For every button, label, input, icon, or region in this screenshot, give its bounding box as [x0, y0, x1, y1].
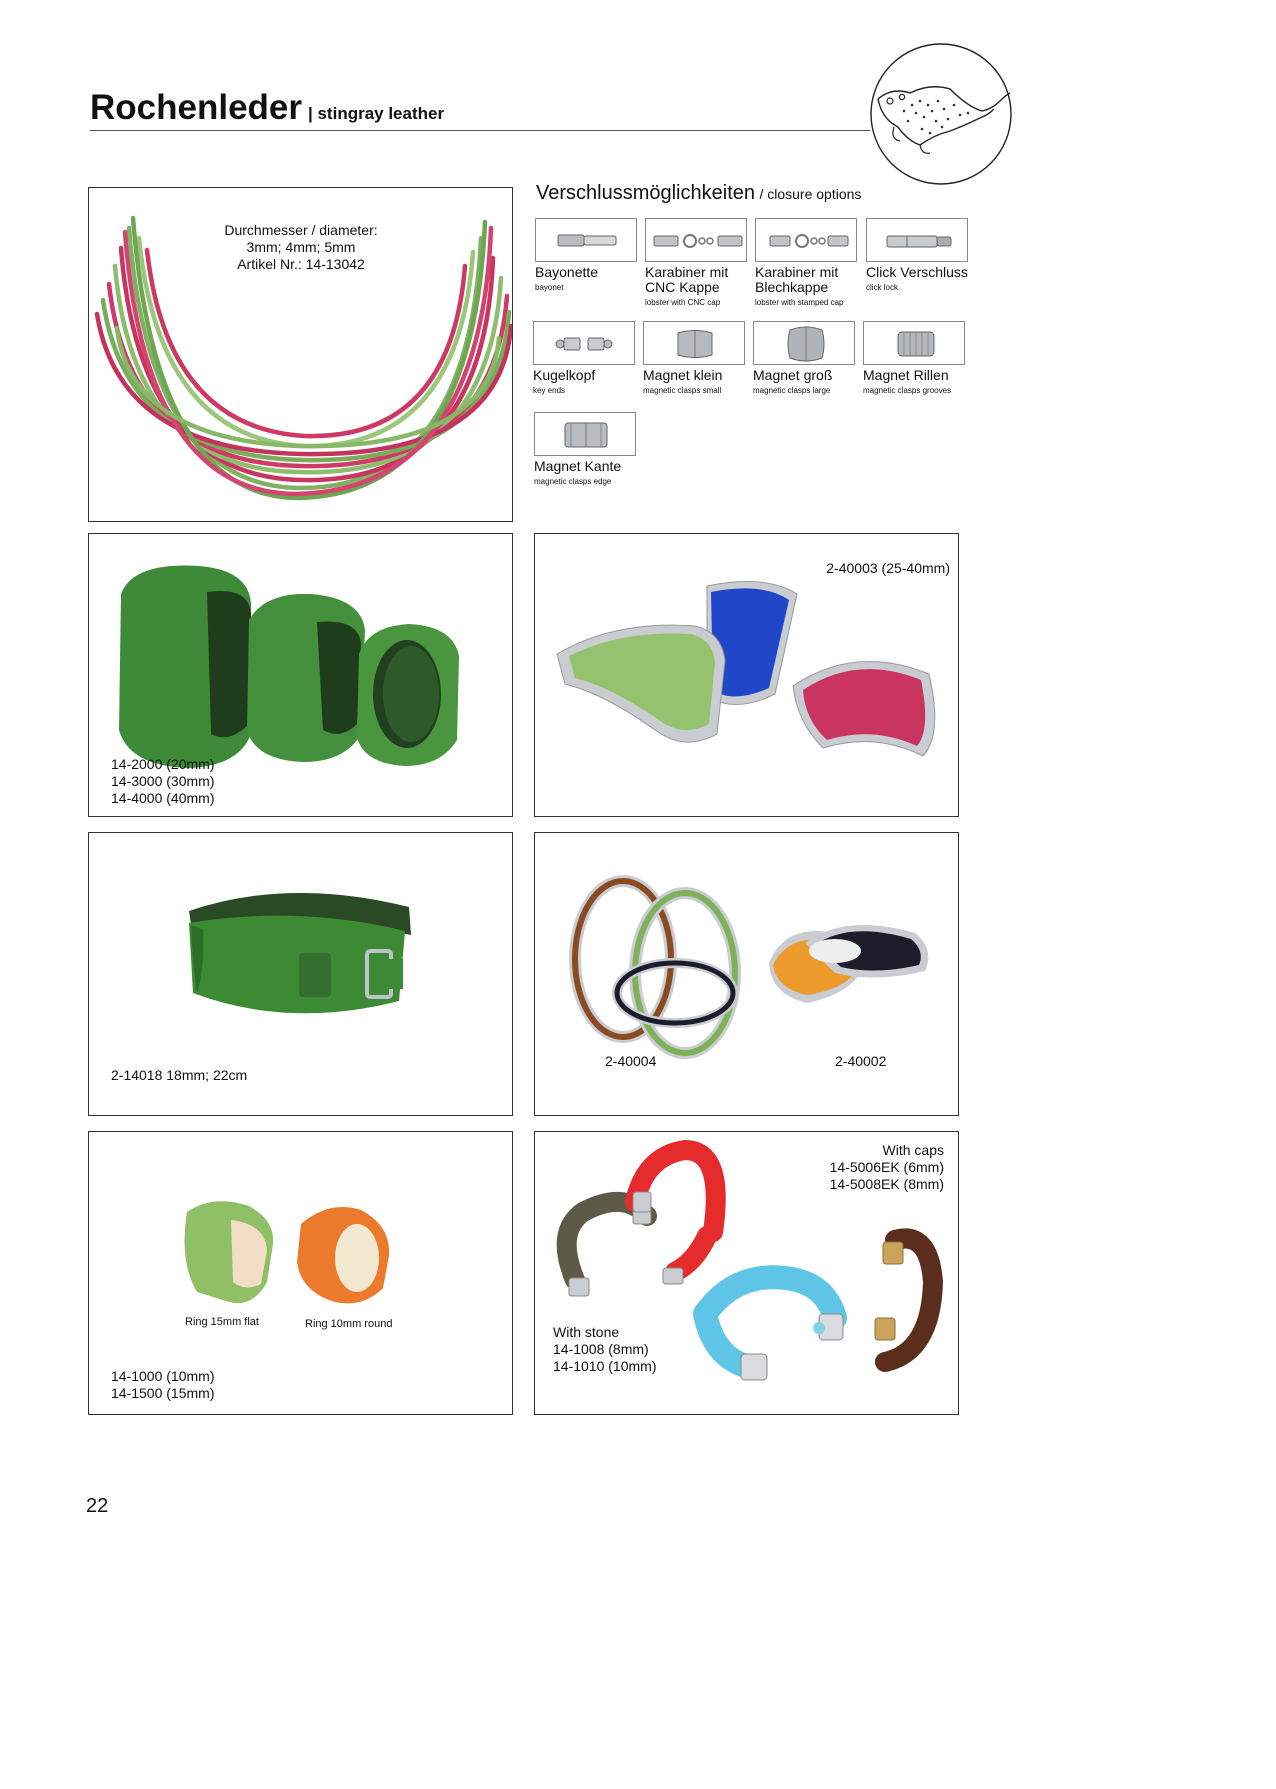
- clasp-lobster-cnc: [645, 218, 747, 308]
- cord-diameter-values: 3mm; 4mm; 5mm: [246, 239, 356, 255]
- clasp-magnet-large-name: Magnet groß: [753, 367, 833, 383]
- clasp-magnet-edge-image: [534, 412, 636, 456]
- strap-panel: [88, 832, 513, 1116]
- wide-cuffs-article-list: [111, 756, 215, 807]
- clasp-magnet-grooves: [863, 321, 965, 396]
- clasp-lobster-stamped-image: [755, 218, 857, 262]
- clasp-lobster-cnc-image: [645, 218, 747, 262]
- cord-specs: [201, 222, 401, 273]
- clasp-lobster-stamped: [755, 218, 857, 308]
- clasp-magnet-small-image: [643, 321, 745, 365]
- clasp-bayonette-image: [535, 218, 637, 262]
- clasp-key-ends-name: Kugelkopf: [533, 367, 596, 383]
- clasp-lobster-cnc-name: Karabiner mit CNC Kappe: [645, 264, 729, 295]
- clasp-bayonette-name: Bayonette: [535, 264, 599, 280]
- caps-8mm: 14-5008EK (8mm): [829, 1176, 944, 1192]
- clasp-lobster-stamped-name: Karabiner mit Blechkappe: [755, 264, 839, 295]
- thin-cuff-left-article: 2-40004: [605, 1053, 657, 1069]
- stone-title: With stone: [553, 1324, 620, 1340]
- magnet-clasp-icon: [754, 322, 856, 366]
- lobster-clasp-icon: [756, 219, 858, 263]
- clasp-bayonette: [535, 218, 637, 293]
- bayonet-clasp-icon: [536, 219, 638, 263]
- wide-cuffs-panel: [88, 533, 513, 817]
- wide-cuff-30mm: 14-3000 (30mm): [111, 773, 215, 789]
- grooved-magnet-icon: [864, 322, 966, 366]
- metal-cuffs-panel: [534, 533, 959, 817]
- ring-flat-caption: Ring 15mm flat: [185, 1316, 259, 1328]
- lobster-clasp-icon: [646, 219, 748, 263]
- clasp-click-lock-name: Click Verschluss: [866, 264, 968, 280]
- clasp-magnet-small-en: magnetic clasps small: [643, 386, 722, 395]
- closure-heading-de: Verschlussmöglichkeiten: [536, 182, 755, 204]
- stingray-emblem-icon: [864, 43, 1018, 186]
- title-underline: [90, 130, 870, 131]
- clasp-click-lock-image: [866, 218, 968, 262]
- title-subtitle: | stingray leather: [308, 104, 445, 123]
- clasp-magnet-large-en: magnetic clasps large: [753, 386, 831, 395]
- edged-magnet-icon: [535, 413, 637, 457]
- page-title: [90, 88, 444, 128]
- clasp-lobster-stamped-en: lobster with stamped cap: [755, 298, 844, 307]
- clasp-magnet-grooves-en: magnetic clasps grooves: [863, 386, 952, 395]
- clasp-magnet-edge-name: Magnet Kante: [534, 458, 622, 474]
- clasp-key-ends-image: [533, 321, 635, 365]
- key-ends-icon: [534, 322, 636, 366]
- clasp-key-ends: [533, 321, 635, 396]
- stone-8mm: 14-1008 (8mm): [553, 1341, 649, 1357]
- metal-cuffs-article-number: 2-40003 (25-40mm): [826, 560, 950, 576]
- closure-options-heading: [536, 182, 861, 205]
- thin-metal-cuffs-image: [535, 833, 959, 1116]
- clasp-click-lock-en: click lock: [866, 283, 899, 292]
- strap-article-number: 2-14018 18mm; 22cm: [111, 1067, 248, 1083]
- click-lock-icon: [867, 219, 969, 263]
- clasp-bayonette-en: bayonet: [535, 283, 564, 292]
- page-number: 22: [86, 1495, 109, 1517]
- wide-cuff-20mm: 14-2000 (20mm): [111, 756, 215, 772]
- round-bangles-panel: [534, 1131, 959, 1415]
- ring-15mm: 14-1500 (15mm): [111, 1385, 215, 1401]
- magnet-clasp-icon: [644, 322, 746, 366]
- cord-diameter-label: Durchmesser / diameter:: [224, 222, 378, 238]
- closure-heading-en: / closure options: [759, 186, 862, 202]
- cord-article-number: Artikel Nr.: 14-13042: [237, 256, 365, 272]
- ring-round-caption: Ring 10mm round: [305, 1318, 393, 1330]
- cord-product-panel: [88, 187, 513, 522]
- title-main: Rochenleder: [90, 88, 302, 127]
- rings-article-list: [111, 1368, 215, 1402]
- bangles-with-caps: [830, 1142, 944, 1193]
- caps-6mm: 14-5006EK (6mm): [829, 1159, 944, 1175]
- ring-10mm: 14-1000 (10mm): [111, 1368, 215, 1384]
- rings-panel: [88, 1131, 513, 1415]
- clasp-lobster-cnc-en: lobster with CNC cap: [645, 298, 721, 307]
- stone-10mm: 14-1010 (10mm): [553, 1358, 657, 1374]
- clasp-magnet-grooves-name: Magnet Rillen: [863, 367, 949, 383]
- clasp-key-ends-en: key ends: [533, 386, 566, 395]
- clasp-magnet-small: [643, 321, 745, 396]
- clasp-magnet-large-image: [753, 321, 855, 365]
- thin-cuffs-panel: [534, 832, 959, 1116]
- clasp-magnet-small-name: Magnet klein: [643, 367, 723, 383]
- clasp-click-lock: [866, 218, 968, 293]
- caps-title: With caps: [882, 1142, 944, 1158]
- bangles-with-stone: [553, 1324, 657, 1375]
- clasp-magnet-grooves-image: [863, 321, 965, 365]
- wide-cuff-40mm: 14-4000 (40mm): [111, 790, 215, 806]
- thin-cuff-right-article: 2-40002: [835, 1053, 887, 1069]
- clasp-magnet-edge-en: magnetic clasps edge: [534, 477, 612, 486]
- clasp-magnet-large: [753, 321, 855, 396]
- clasp-magnet-edge: [534, 412, 636, 487]
